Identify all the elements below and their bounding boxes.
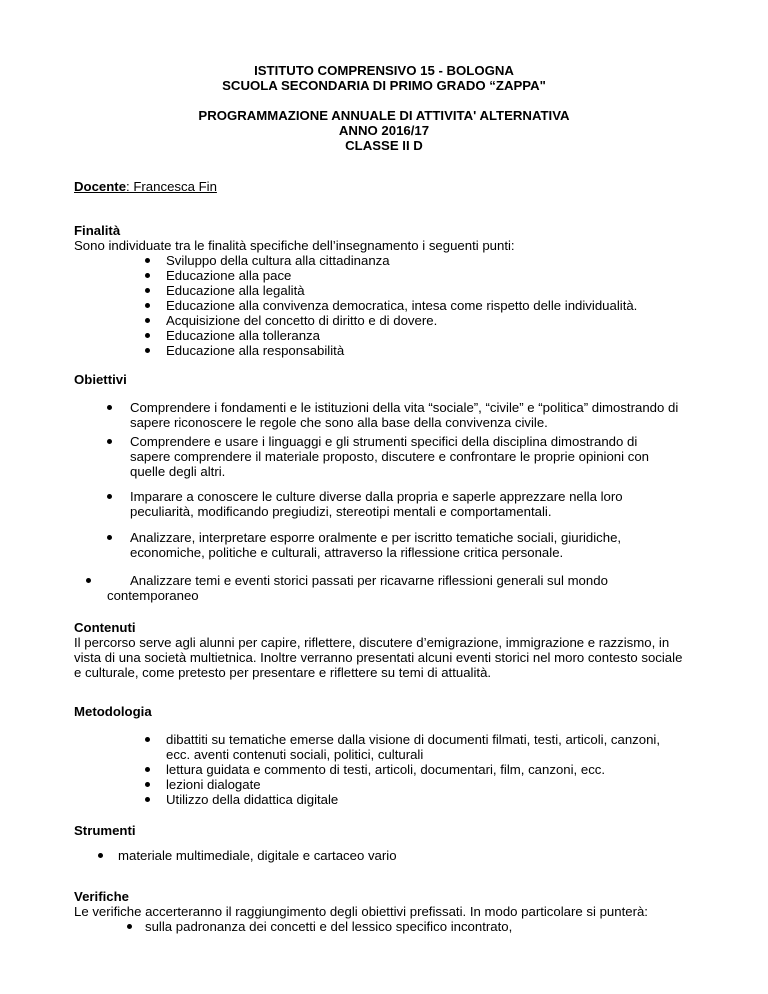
bullet-icon: [145, 797, 150, 802]
section-heading-obiettivi: Obiettivi: [74, 372, 127, 387]
bullet-icon: [145, 333, 150, 338]
bullet-icon: [145, 782, 150, 787]
list-item: Analizzare temi e eventi storici passati per ricavarne riflessioni generali sul mondo: [130, 573, 608, 588]
class-label: CLASSE II D: [345, 138, 423, 153]
list-item: Educazione alla pace: [166, 268, 292, 283]
section-heading-verifiche: Verifiche: [74, 889, 129, 904]
school-subtitle: SCUOLA SECONDARIA DI PRIMO GRADO “ZAPPA": [222, 78, 546, 93]
bullet-icon: [107, 535, 112, 540]
list-item-continuation: sapere comprendere il materiale proposto, discutere e confrontare le proprie opinioni con: [130, 449, 650, 464]
school-year: ANNO 2016/17: [338, 123, 430, 138]
bullet-icon: [145, 288, 150, 293]
bullet-icon: [107, 494, 112, 499]
school-name: ISTITUTO COMPRENSIVO 15 - BOLOGNA: [254, 63, 514, 78]
bullet-icon: [145, 318, 150, 323]
paragraph-line: Il percorso serve agli alunni per capire, riflettere, discutere d’emigrazione, immigrazione e razzismo, in: [74, 635, 670, 650]
document-title: PROGRAMMAZIONE ANNUALE DI ATTIVITA' ALTERNATIVA: [198, 108, 570, 123]
list-item: sulla padronanza dei concetti e del lessico specifico incontrato,: [145, 919, 513, 934]
list-item-continuation: quelle degli altri.: [130, 464, 226, 479]
teacher-label: Docente: [74, 179, 127, 194]
list-item: Comprendere i fondamenti e le istituzioni della vita “sociale”, “civile” e “politica” dimostrando di: [130, 400, 679, 415]
list-item: Utilizzo della didattica digitale: [166, 792, 339, 807]
list-item-continuation: economiche, politiche e culturali, attraverso la riflessione critica personale.: [130, 545, 564, 560]
bullet-icon: [86, 578, 91, 583]
bullet-icon: [145, 258, 150, 263]
paragraph-line: vista di una società multietnica. Inoltre verranno presentati alcuni eventi storici nel moro contesto sociale: [74, 650, 683, 665]
bullet-icon: [145, 348, 150, 353]
verifiche-intro: Le verifiche accerteranno il raggiungimento degli obiettivi prefissati. In modo particolare si punterà:: [74, 904, 648, 919]
teacher-line: [74, 179, 217, 194]
bullet-icon: [98, 853, 103, 858]
list-item: lettura guidata e commento di testi, articoli, documentari, film, canzoni, ecc.: [166, 762, 606, 777]
teacher-name: : Francesca Fin: [126, 179, 217, 194]
bullet-icon: [107, 439, 112, 444]
finalita-intro: Sono individuate tra le finalità specifiche dell’insegnamento i seguenti punti:: [74, 238, 515, 253]
bullet-icon: [127, 924, 132, 929]
list-item-continuation: ecc. aventi contenuti sociali, politici, culturali: [166, 747, 424, 762]
section-heading-strumenti: Strumenti: [74, 823, 136, 838]
list-item: lezioni dialogate: [166, 777, 261, 792]
bullet-icon: [145, 737, 150, 742]
list-item: Educazione alla convivenza democratica, intesa come rispetto delle individualità.: [166, 298, 638, 313]
bullet-icon: [145, 767, 150, 772]
contenuti-paragraph: [74, 635, 698, 680]
section-heading-finalita: Finalità: [74, 223, 121, 238]
paragraph-line: e culturale, come pretesto per presentare e riflettere su temi di attualità.: [74, 665, 492, 680]
list-item-continuation: contemporaneo: [107, 588, 199, 603]
section-heading-metodologia: Metodologia: [74, 704, 152, 719]
bullet-icon: [145, 273, 150, 278]
list-item: Educazione alla legalità: [166, 283, 305, 298]
list-item: Comprendere e usare i linguaggi e gli strumenti specifici della disciplina dimostrando di: [130, 434, 638, 449]
list-item-continuation: sapere riconoscere le regole che sono alla base della convivenza civile.: [130, 415, 548, 430]
list-item: Sviluppo della cultura alla cittadinanza: [166, 253, 390, 268]
list-item-continuation: peculiarità, modificando pregiudizi, stereotipi mentali e comportamentali.: [130, 504, 552, 519]
bullet-icon: [107, 405, 112, 410]
list-item: materiale multimediale, digitale e cartaceo vario: [118, 848, 397, 863]
list-item: Educazione alla responsabilità: [166, 343, 345, 358]
list-item: Analizzare, interpretare esporre oralmente e per iscritto tematiche sociali, giuridiche,: [130, 530, 622, 545]
list-item: dibattiti su tematiche emerse dalla visione di documenti filmati, testi, articoli, canzoni,: [166, 732, 661, 747]
section-heading-contenuti: Contenuti: [74, 620, 136, 635]
bullet-icon: [145, 303, 150, 308]
list-item: Acquisizione del concetto di diritto e di dovere.: [166, 313, 438, 328]
list-item: Educazione alla tolleranza: [166, 328, 320, 343]
list-item: Imparare a conoscere le culture diverse dalla propria e saperle apprezzare nella loro: [130, 489, 623, 504]
